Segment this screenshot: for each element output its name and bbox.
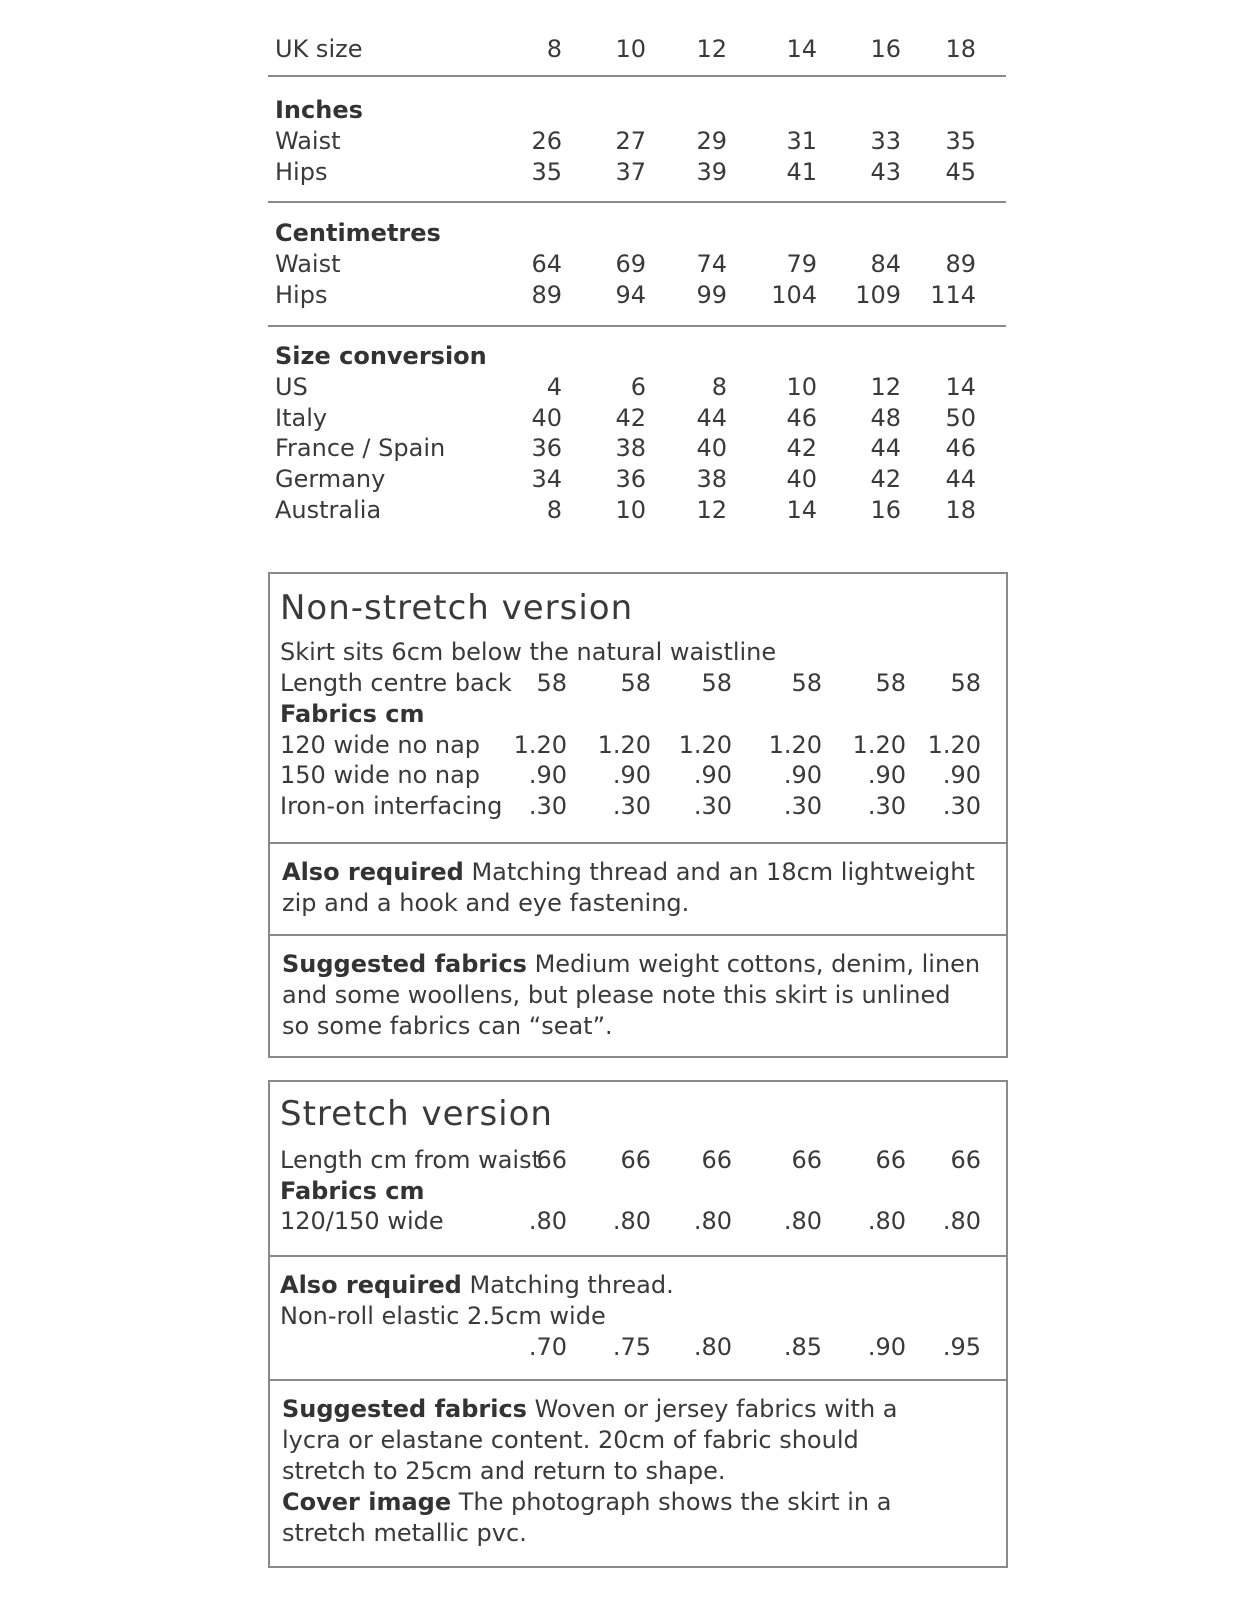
value-cell: 14: [945, 373, 976, 401]
divider: [270, 1255, 1006, 1257]
non-stretch-note: Skirt sits 6cm below the natural waistline: [280, 638, 777, 666]
conversion-us-row: [275, 371, 995, 403]
value-cell: 44: [870, 434, 901, 462]
also-required-label: Also required: [280, 1271, 462, 1299]
value-cell: 42: [615, 404, 646, 432]
inches-waist-row: [275, 125, 995, 157]
value-cell: 94: [615, 281, 646, 309]
value-cell: .30: [783, 792, 822, 820]
cover-image-note: [282, 1487, 982, 1549]
conversion-italy-row: [275, 402, 995, 434]
row-label: Italy: [275, 404, 328, 432]
suggested-fabrics-label: Suggested fabrics: [282, 950, 527, 978]
value-cell: .30: [867, 792, 906, 820]
value-cell: .90: [783, 761, 822, 789]
value-cell: .80: [693, 1333, 732, 1361]
value-cell: 64: [531, 250, 562, 278]
value-cell: 38: [696, 465, 727, 493]
length-from-waist-row: [280, 1144, 1000, 1176]
suggested-fabrics-text: Medium weight cottons, denim, linen and some woollens, but please note this skirt is unlined so some fabrics can “seat”.: [282, 950, 981, 1040]
fabric-row-interfacing: [280, 790, 1000, 822]
cm-hips-row: [275, 279, 995, 311]
divider: [268, 201, 1006, 203]
value-cell: 1.20: [597, 731, 651, 759]
row-label: Length cm from waist: [280, 1146, 542, 1174]
fabric-row-120: [280, 729, 1000, 761]
row-label: Australia: [275, 496, 382, 524]
value-cell: 69: [615, 250, 646, 278]
value-cell: 8: [711, 373, 727, 401]
value-cell: 39: [696, 158, 727, 186]
value-cell: .30: [693, 792, 732, 820]
value-cell: 66: [536, 1146, 567, 1174]
value-cell: 6: [630, 373, 646, 401]
value-cell: 43: [870, 158, 901, 186]
row-label: France / Spain: [275, 434, 446, 462]
elastic-values-row: [280, 1331, 1000, 1363]
length-centre-back-row: [280, 667, 1000, 699]
value-cell: 40: [531, 404, 562, 432]
row-label: Length centre back: [280, 669, 512, 697]
value-cell: 58: [620, 669, 651, 697]
value-cell: .30: [612, 792, 651, 820]
inches-hips-row: [275, 156, 995, 188]
value-cell: 12: [696, 496, 727, 524]
value-cell: .95: [942, 1333, 981, 1361]
value-cell: 1.20: [768, 731, 822, 759]
value-cell: 29: [696, 127, 727, 155]
row-label: 120/150 wide: [280, 1207, 444, 1235]
value-cell: 33: [870, 127, 901, 155]
value-cell: 35: [945, 127, 976, 155]
suggested-fabrics-label: Suggested fabrics: [282, 1395, 527, 1423]
value-cell: 109: [855, 281, 901, 309]
value-cell: 35: [531, 158, 562, 186]
suggested-fabrics-text: Woven or jersey fabrics with a lycra or elastane content. 20cm of fabric should stretch to 25cm and return to shape.: [282, 1395, 898, 1485]
size-12: 12: [696, 35, 727, 63]
value-cell: 99: [696, 281, 727, 309]
value-cell: .85: [783, 1333, 822, 1361]
divider: [268, 325, 1006, 327]
value-cell: .80: [783, 1207, 822, 1235]
value-cell: .90: [528, 761, 567, 789]
size-18: 18: [945, 35, 976, 63]
value-cell: 42: [870, 465, 901, 493]
size-conversion-title: Size conversion: [275, 342, 487, 370]
conversion-france-spain-row: [275, 432, 995, 464]
value-cell: 74: [696, 250, 727, 278]
value-cell: 1.20: [513, 731, 567, 759]
value-cell: .90: [867, 761, 906, 789]
size-8: 8: [546, 35, 562, 63]
value-cell: 16: [870, 496, 901, 524]
row-label: Waist: [275, 127, 341, 155]
value-cell: 104: [771, 281, 817, 309]
cover-image-label: Cover image: [282, 1488, 452, 1516]
value-cell: 89: [945, 250, 976, 278]
conversion-germany-row: [275, 463, 995, 495]
value-cell: 31: [786, 127, 817, 155]
non-stretch-suggested-fabrics: [282, 949, 982, 1042]
value-cell: 12: [870, 373, 901, 401]
divider: [268, 75, 1006, 77]
value-cell: 40: [786, 465, 817, 493]
size-10: 10: [615, 35, 646, 63]
value-cell: 45: [945, 158, 976, 186]
value-cell: 66: [875, 1146, 906, 1174]
value-cell: .90: [693, 761, 732, 789]
conversion-australia-row: [275, 494, 995, 526]
row-label: Waist: [275, 250, 341, 278]
value-cell: .80: [612, 1207, 651, 1235]
row-label: Iron-on interfacing: [280, 792, 503, 820]
value-cell: 66: [620, 1146, 651, 1174]
also-required-label: Also required: [282, 858, 464, 886]
value-cell: 14: [786, 496, 817, 524]
value-cell: 1.20: [678, 731, 732, 759]
value-cell: 89: [531, 281, 562, 309]
stretch-box: [268, 1080, 1008, 1568]
value-cell: 42: [786, 434, 817, 462]
value-cell: .75: [612, 1333, 651, 1361]
row-label: Hips: [275, 281, 328, 309]
value-cell: 46: [786, 404, 817, 432]
value-cell: 66: [791, 1146, 822, 1174]
fabric-row-120-150: [280, 1205, 1000, 1237]
uk-size-row: [275, 33, 995, 65]
value-cell: 34: [531, 465, 562, 493]
value-cell: 36: [531, 434, 562, 462]
inches-title: Inches: [275, 96, 363, 124]
value-cell: 4: [546, 373, 562, 401]
value-cell: .80: [528, 1207, 567, 1235]
fabrics-cm-title: Fabrics cm: [280, 1177, 425, 1205]
value-cell: 66: [701, 1146, 732, 1174]
fabric-row-150: [280, 759, 1000, 791]
value-cell: 36: [615, 465, 646, 493]
value-cell: 41: [786, 158, 817, 186]
also-required-text: Matching thread and an 18cm lightweight zip and a hook and eye fastening.: [282, 858, 975, 917]
cm-waist-row: [275, 248, 995, 280]
size-14: 14: [786, 35, 817, 63]
divider: [270, 842, 1006, 844]
value-cell: 58: [950, 669, 981, 697]
cover-image-text: The photograph shows the skirt in a stretch metallic pvc.: [282, 1488, 892, 1547]
uk-size-label: UK size: [275, 35, 363, 63]
value-cell: 50: [945, 404, 976, 432]
value-cell: 84: [870, 250, 901, 278]
value-cell: .80: [942, 1207, 981, 1235]
value-cell: .30: [528, 792, 567, 820]
stretch-also-required: [280, 1269, 674, 1301]
fabrics-cm-title: Fabrics cm: [280, 700, 425, 728]
value-cell: 1.20: [852, 731, 906, 759]
non-stretch-box: [268, 572, 1008, 1058]
value-cell: .90: [612, 761, 651, 789]
value-cell: 8: [546, 496, 562, 524]
value-cell: 18: [945, 496, 976, 524]
value-cell: 27: [615, 127, 646, 155]
row-label: Germany: [275, 465, 386, 493]
value-cell: 44: [696, 404, 727, 432]
elastic-label: Non-roll elastic 2.5cm wide: [280, 1302, 606, 1330]
value-cell: 1.20: [927, 731, 981, 759]
non-stretch-title: Non-stretch version: [280, 588, 634, 628]
non-stretch-also-required: [282, 857, 982, 919]
value-cell: 58: [875, 669, 906, 697]
value-cell: 66: [950, 1146, 981, 1174]
value-cell: 58: [791, 669, 822, 697]
value-cell: 58: [536, 669, 567, 697]
value-cell: 10: [786, 373, 817, 401]
size-16: 16: [870, 35, 901, 63]
divider: [270, 1379, 1006, 1381]
value-cell: 37: [615, 158, 646, 186]
value-cell: .90: [867, 1333, 906, 1361]
value-cell: 10: [615, 496, 646, 524]
value-cell: 40: [696, 434, 727, 462]
value-cell: 58: [701, 669, 732, 697]
row-label: US: [275, 373, 308, 401]
value-cell: 79: [786, 250, 817, 278]
value-cell: .80: [693, 1207, 732, 1235]
value-cell: .80: [867, 1207, 906, 1235]
value-cell: 38: [615, 434, 646, 462]
stretch-suggested-fabrics: [282, 1394, 922, 1487]
value-cell: 46: [945, 434, 976, 462]
divider: [270, 934, 1006, 936]
value-cell: 48: [870, 404, 901, 432]
value-cell: 44: [945, 465, 976, 493]
row-label: 150 wide no nap: [280, 761, 481, 789]
value-cell: 114: [930, 281, 976, 309]
centimetres-title: Centimetres: [275, 219, 441, 247]
row-label: Hips: [275, 158, 328, 186]
row-label: 120 wide no nap: [280, 731, 481, 759]
value-cell: .30: [942, 792, 981, 820]
value-cell: .70: [528, 1333, 567, 1361]
stretch-title: Stretch version: [280, 1094, 553, 1134]
value-cell: .90: [942, 761, 981, 789]
also-required-text: Matching thread.: [461, 1271, 674, 1299]
value-cell: 26: [531, 127, 562, 155]
